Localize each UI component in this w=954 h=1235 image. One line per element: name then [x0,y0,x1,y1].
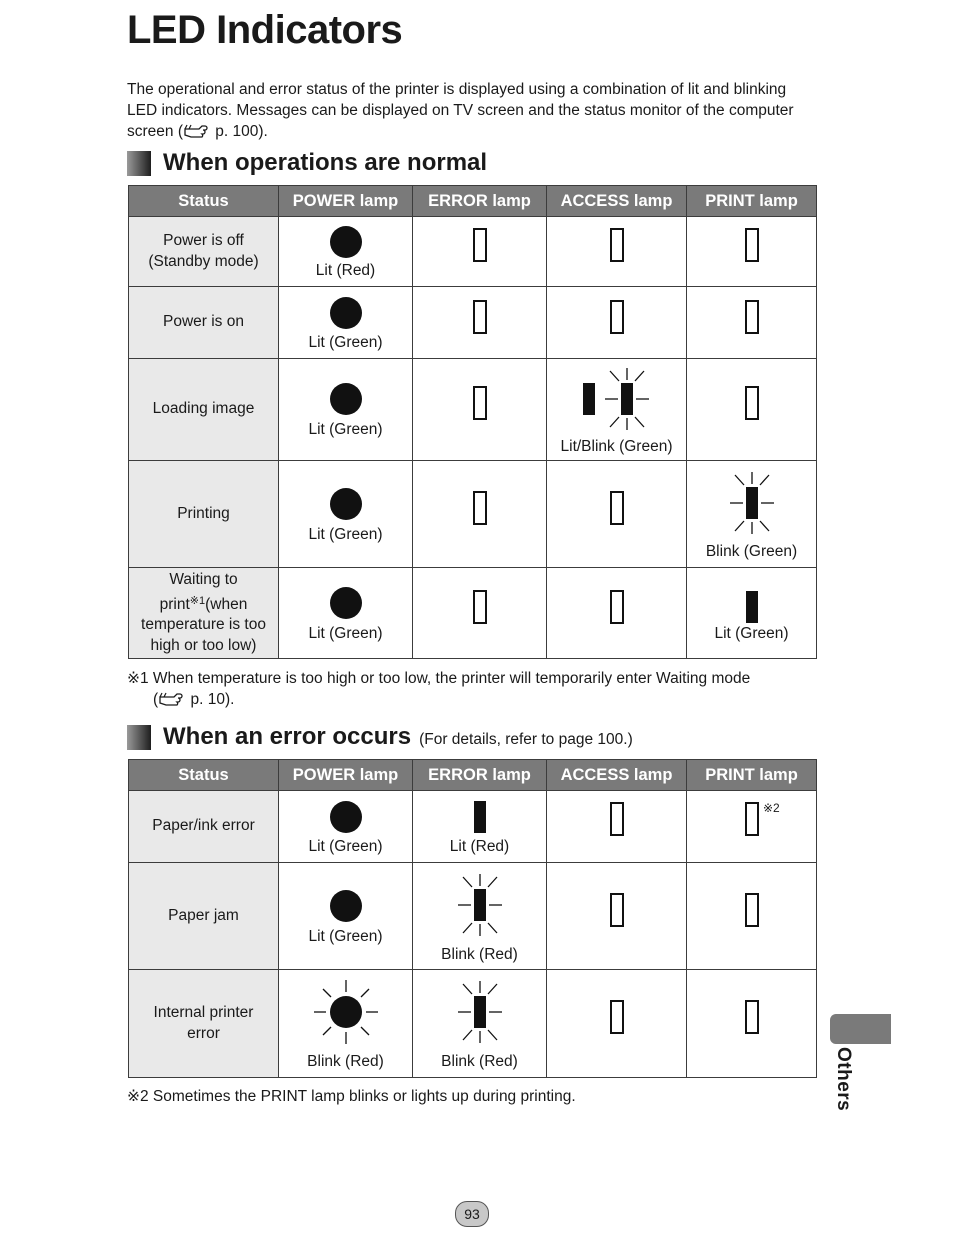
off-lamp-icon [473,491,487,525]
header-power: POWER lamp [279,186,413,217]
lamp-caption: Blink (Green) [705,543,798,560]
blink-bar-lamp-icon [729,471,775,535]
status-text: Power is off (Standby mode) [148,232,259,270]
access-cell [547,791,687,863]
error-cell [413,359,547,461]
off-lamp-icon [473,228,487,262]
table-row [129,461,817,568]
off-lamp-icon [745,386,759,420]
section-error-heading [127,723,633,751]
table-row [129,359,817,461]
table-row [129,970,817,1078]
lit-circle-lamp-icon [329,800,363,834]
footnote-ref-1: ※1 [189,594,206,607]
status-text: Printing [177,504,230,522]
pointing-hand-reference-icon [158,692,186,706]
access-cell [547,863,687,970]
footnote-mark: ※2 [127,1088,149,1105]
status-cell [129,863,279,970]
off-lamp-icon [610,893,624,927]
status-text: (when temperature is too high or too low) [141,595,266,654]
blink-bar-lamp-icon [604,367,650,431]
power-cell [279,863,413,970]
header-status: Status [129,186,279,217]
lamp-caption: Blink (Red) [441,946,518,963]
off-lamp-icon [473,590,487,624]
error-cell [413,287,547,359]
power-cell [279,461,413,568]
error-status-table [128,759,817,1078]
table-header-row [129,760,817,791]
status-cell [129,791,279,863]
power-cell [279,217,413,287]
lamp-caption: Lit (Green) [308,625,383,642]
status-cell [129,568,279,659]
section-normal-heading [127,149,487,177]
print-cell [687,863,817,970]
normal-status-table [128,185,817,659]
table-header-row [129,186,817,217]
section-marker-icon [127,725,151,750]
header-error: ERROR lamp [413,760,547,791]
table-row [129,217,817,287]
lit-circle-lamp-icon [329,586,363,620]
lamp-caption: Lit (Green) [308,928,383,945]
status-cell [129,217,279,287]
print-cell [687,217,817,287]
lit-circle-lamp-icon [329,225,363,259]
blink-bar-lamp-icon [457,873,503,937]
table-row [129,568,817,659]
section-normal-title: When operations are normal [163,149,488,176]
blink-bar-lamp-icon [457,980,503,1044]
lamp-caption: Blink (Red) [441,1053,518,1070]
print-cell [687,568,817,659]
status-text: Loading image [152,400,255,418]
header-access: ACCESS lamp [547,760,687,791]
lit-circle-lamp-icon [329,296,363,330]
lit-bar-lamp-icon [473,800,487,834]
status-text: Paper/ink error [152,817,255,835]
off-lamp-icon [610,491,624,525]
pointing-hand-reference-icon [183,124,211,138]
status-cell [129,461,279,568]
intro-ref: p. 100). [211,123,268,140]
off-lamp-icon [610,300,624,334]
error-cell [413,568,547,659]
power-cell [279,791,413,863]
print-cell [687,970,817,1078]
lit-bar-lamp-icon [745,590,759,624]
status-text: Internal printer error [153,1004,254,1042]
error-cell [413,863,547,970]
off-lamp-icon [610,1000,624,1034]
access-cell [547,359,687,461]
off-lamp-icon [610,228,624,262]
status-cell [129,359,279,461]
status-cell [129,287,279,359]
footnote-text: When temperature is too high or too low, the printer will temporarily enter Waiting mode [152,670,751,687]
off-lamp-icon [745,228,759,262]
power-cell [279,568,413,659]
lamp-caption: Lit (Green) [714,625,789,642]
section-error-title: When an error occurs [163,723,412,750]
header-power: POWER lamp [279,760,413,791]
lamp-caption: Lit (Green) [308,334,383,351]
print-cell [687,359,817,461]
access-cell [547,970,687,1078]
off-lamp-icon [610,802,624,836]
off-lamp-icon [473,386,487,420]
lit-circle-lamp-icon [329,889,363,923]
header-error: ERROR lamp [413,186,547,217]
footnote-ref: p. 10). [186,691,235,708]
status-text: Paper jam [168,906,239,924]
table-row [129,791,817,863]
footnote-1 [127,668,817,710]
print-cell [687,461,817,568]
off-lamp-icon [745,802,759,836]
lit-circle-lamp-icon [329,487,363,521]
footnote-ref-open: ( [153,691,159,708]
status-cell [129,970,279,1078]
lamp-caption: Lit (Green) [308,526,383,543]
side-tab-label: Others [833,1047,854,1112]
off-lamp-icon [745,893,759,927]
page-number: 93 [455,1201,489,1227]
access-cell [547,461,687,568]
header-print: PRINT lamp [687,760,817,791]
footnote-text: Sometimes the PRINT lamp blinks or lights up during printing. [152,1088,576,1105]
power-cell [279,287,413,359]
lit-circle-lamp-icon [329,382,363,416]
side-tab [830,1014,891,1044]
table-row [129,863,817,970]
header-status: Status [129,760,279,791]
lamp-caption: Blink (Red) [307,1053,384,1070]
intro-paragraph [127,79,817,142]
lit-bar-lamp-icon [582,382,596,416]
blink-circle-lamp-icon [313,979,379,1045]
error-cell [413,461,547,568]
off-lamp-icon [745,1000,759,1034]
lamp-caption: Lit (Green) [308,838,383,855]
header-print: PRINT lamp [687,186,817,217]
lamp-caption: Lit (Red) [449,838,510,855]
footnote-2 [127,1086,576,1107]
status-text: Power is on [163,313,244,331]
section-marker-icon [127,151,151,176]
off-lamp-icon [473,300,487,334]
header-access: ACCESS lamp [547,186,687,217]
access-cell [547,287,687,359]
lamp-caption: Lit (Green) [308,421,383,438]
table-row [129,287,817,359]
print-cell [687,791,817,863]
power-cell [279,359,413,461]
section-error-subtitle: (For details, refer to page 100.) [419,731,633,748]
footnote-mark: ※1 [127,670,149,687]
off-lamp-icon [745,300,759,334]
error-cell [413,217,547,287]
off-lamp-icon [610,590,624,624]
intro-text: The operational and error status of the printer is displayed using a combination of lit and blinking LED indicators. Messages can be displayed on TV screen and the status monitor of the computer screen ( [127,81,794,140]
page-title: LED Indicators [127,8,403,52]
status-text: Waiting to print [159,571,238,613]
lamp-caption: Lit/Blink (Green) [560,438,673,455]
print-cell [687,287,817,359]
power-cell [279,970,413,1078]
access-cell [547,217,687,287]
error-cell [413,970,547,1078]
access-cell [547,568,687,659]
lamp-caption: Lit (Red) [315,262,376,279]
error-cell [413,791,547,863]
footnote-ref-2: ※2 [763,801,780,815]
